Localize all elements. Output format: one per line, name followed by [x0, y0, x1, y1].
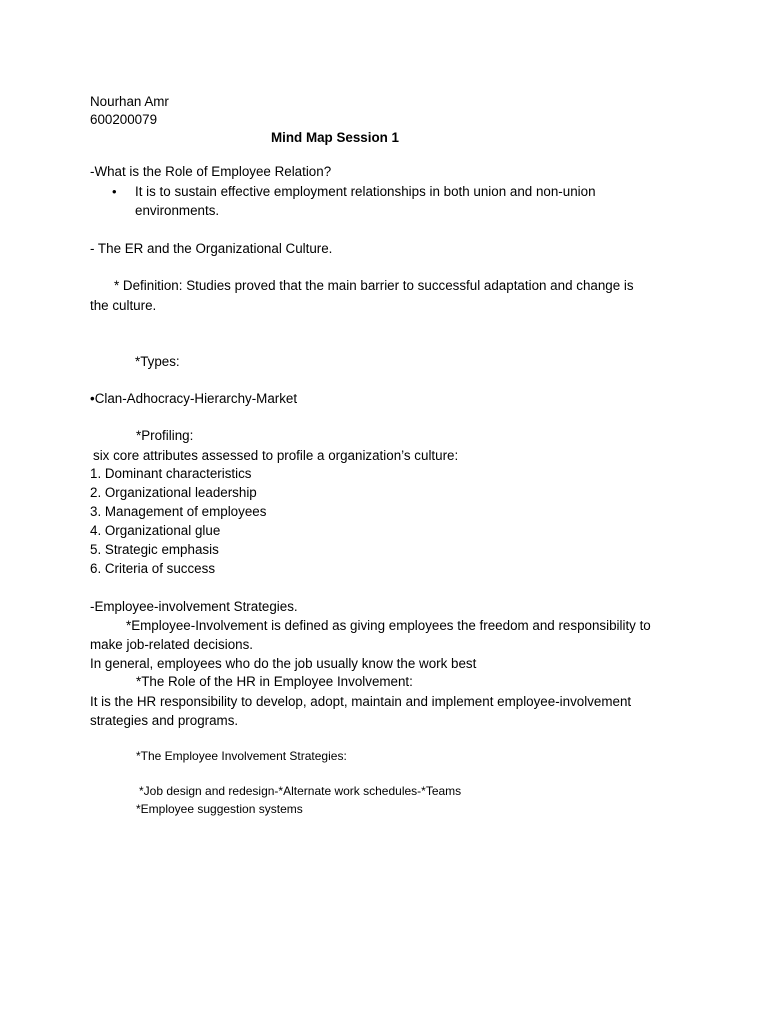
- involvement-definition-line2: make job-related decisions.: [90, 637, 254, 652]
- attribute-item: 5. Strategic emphasis: [90, 542, 219, 557]
- hr-role-line2: strategies and programs.: [90, 713, 239, 728]
- types-value: •Clan-Adhocracy-Hierarchy-Market: [90, 391, 298, 406]
- attribute-item: 2. Organizational leadership: [90, 485, 257, 500]
- student-id: 600200079: [90, 112, 158, 127]
- attribute-item: 4. Organizational glue: [90, 523, 221, 538]
- definition-line1: * Definition: Studies proved that the main barrier to successful adaptation and change is: [114, 278, 634, 293]
- attribute-item: 6. Criteria of success: [90, 561, 216, 576]
- author-name: Nourhan Amr: [90, 94, 169, 109]
- er-culture-heading: - The ER and the Organizational Culture.: [90, 241, 333, 256]
- profiling-intro: six core attributes assessed to profile a organization’s culture:: [93, 448, 459, 463]
- strategies-line2: *Employee suggestion systems: [136, 802, 303, 816]
- involvement-heading: -Employee-involvement Strategies.: [90, 599, 298, 614]
- bullet-marker: •: [112, 184, 117, 199]
- question-heading: -What is the Role of Employee Relation?: [90, 164, 332, 179]
- types-label: *Types:: [135, 354, 180, 369]
- strategies-line1: *Job design and redesign-*Alternate work schedules-*Teams: [139, 784, 462, 798]
- attribute-item: 3. Management of employees: [90, 504, 267, 519]
- document-title: Mind Map Session 1: [271, 130, 399, 145]
- hr-role-label: *The Role of the HR in Employee Involvement:: [136, 674, 413, 689]
- bullet-text-line2: environments.: [135, 203, 220, 218]
- bullet-text-line1: It is to sustain effective employment relationships in both union and non-union: [135, 184, 596, 199]
- strategies-label: *The Employee Involvement Strategies:: [136, 749, 347, 763]
- attribute-item: 1. Dominant characteristics: [90, 466, 252, 481]
- involvement-definition-line1: *Employee-Involvement is defined as giving employees the freedom and responsibility to: [126, 618, 651, 633]
- definition-line2: the culture.: [90, 298, 157, 313]
- hr-role-line1: It is the HR responsibility to develop, adopt, maintain and implement employee-involvement: [90, 694, 632, 709]
- general-note: In general, employees who do the job usually know the work best: [90, 656, 477, 671]
- profiling-label: *Profiling:: [136, 428, 194, 443]
